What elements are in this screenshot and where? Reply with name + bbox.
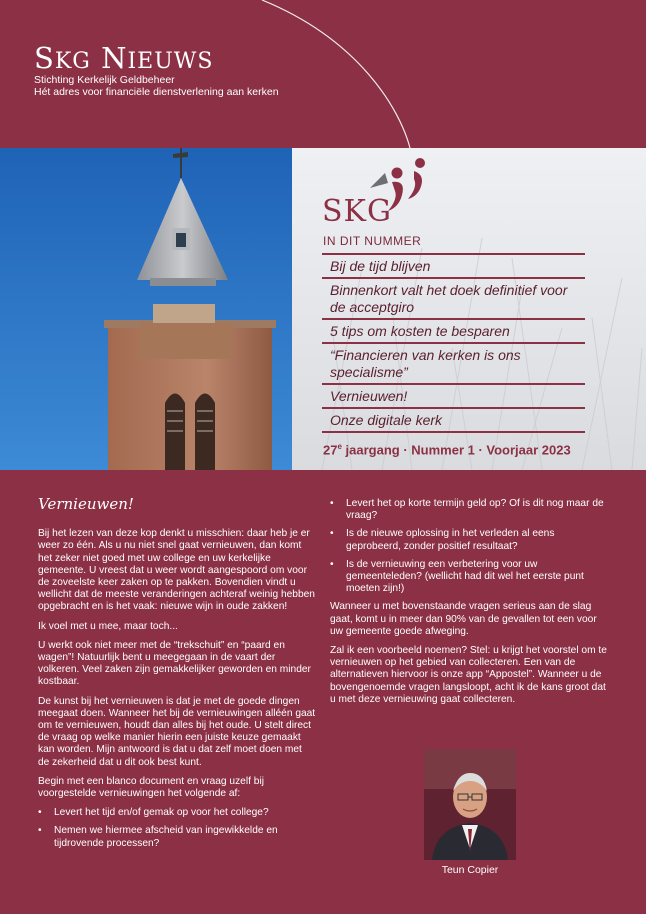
author-portrait xyxy=(424,749,516,860)
question-list-continued xyxy=(330,498,610,595)
table-of-contents xyxy=(322,253,585,433)
article-paragraph: De kunst bij het vernieuwen is dat je met de goede dingen meegaat doen. Wanneer het bij de vernieuwingen alléén gaat om te vernieuwen, houdt dan alles bij het oude. U stelt direct de vraag op welke manier hierin een juiste keuze gemaakt kan worden. Mijn antwoord is dat u dat zelf moet doen met de zekerheid dat u dit ook best kunt. xyxy=(38,695,316,768)
article-paragraph: Bij het lezen van deze kop denkt u misschien: daar heb je er weer zo één. Als u nu niet snel gaat vernieuwen, dan komt het zeker niet goed met uw college en uw kerkelijke gemeente. U vreest dat u weer wordt aangespoord om voor de zoveelste keer zaken op te pakken. Bovendien vindt u wellicht dat de meeste veranderingen achteraf weinig hebben opgebracht en is het vaak: nieuwe wijn in oude zakken! xyxy=(38,528,315,613)
article-headline: Vernieuwen! xyxy=(38,495,134,513)
issue-info: 27e jaargang · Nummer 1 · Voorjaar 2023 xyxy=(323,442,571,458)
contents-heading: IN DIT NUMMER xyxy=(323,234,422,248)
list-item: • Levert het op korte termijn geld op? Of is dit nog maar de vraag? xyxy=(330,498,610,522)
article-paragraph: Begin met een blanco document en vraag uzelf bij voorgestelde vernieuwingen het volgende af: xyxy=(38,775,264,800)
article-paragraph: Zal ik een voorbeeld noemen? Stel: u krijgt het voorstel om te vernieuwen op het gebied van collecteren. Een van de alternatieven hiervoor is onze app “Appostel”. Wanneer u de bovengenoemde vragen langsloopt, acht ik de kans groot dat u met deze vernieuwing gaat collecteren. xyxy=(330,645,607,705)
article-left-column xyxy=(38,495,316,856)
article-paragraph: U werkt ook niet meer met de “trekschuit” en “paard en wagen”! Natuurlijk bent u meegegaan in de vaart der volkeren. Veel zaken zijn gemakkelijker geworden en minder kostbaar. xyxy=(38,639,311,688)
article-paragraph: Ik voel met u mee, maar toch... xyxy=(38,620,178,632)
toc-item[interactable]: Bij de tijd blijven xyxy=(322,253,585,277)
list-item: • Nemen we hiermee afscheid van ingewikkelde en tijdrovende processen? xyxy=(38,825,316,849)
toc-item[interactable]: Binnenkort valt het doek definitief voor de acceptgiro xyxy=(322,277,585,318)
list-item: • Is de nieuwe oplossing in het verleden al eens geprobeerd, zonder positief resultaat? xyxy=(330,528,610,552)
list-item: • Is de vernieuwing een verbetering voor uw gemeenteleden? (wellicht had dit wel het eerste punt moeten zijn!) xyxy=(330,559,610,596)
church-tower-illustration xyxy=(0,148,292,470)
masthead xyxy=(0,0,646,148)
tagline: Hét adres voor financiële dienstverlening aan kerken xyxy=(34,86,279,98)
article-paragraph: Wanneer u met bovenstaande vragen serieus aan de slag gaat, komt u in meer dan 90% van de gevallen tot een voor uw gemeente goede afweging. xyxy=(330,601,597,637)
article-right-column xyxy=(330,498,610,713)
skg-logo-text: SKG xyxy=(322,194,392,229)
toc-item[interactable]: “Financieren van kerken is ons specialisme” xyxy=(322,342,585,383)
church-tower-photo xyxy=(0,148,292,470)
list-item: • Levert het tijd en/of gemak op voor het college? xyxy=(38,807,316,819)
newsletter-title: SKG NIEUWS xyxy=(34,41,214,75)
portrait-illustration xyxy=(424,749,516,860)
question-list xyxy=(38,807,316,850)
toc-item[interactable]: 5 tips om kosten te besparen xyxy=(322,318,585,342)
organisation-name: Stichting Kerkelijk Geldbeheer xyxy=(34,74,175,86)
toc-item[interactable]: Onze digitale kerk xyxy=(322,407,585,433)
toc-item[interactable]: Vernieuwen! xyxy=(322,383,585,407)
portrait-caption: Teun Copier xyxy=(441,864,499,876)
